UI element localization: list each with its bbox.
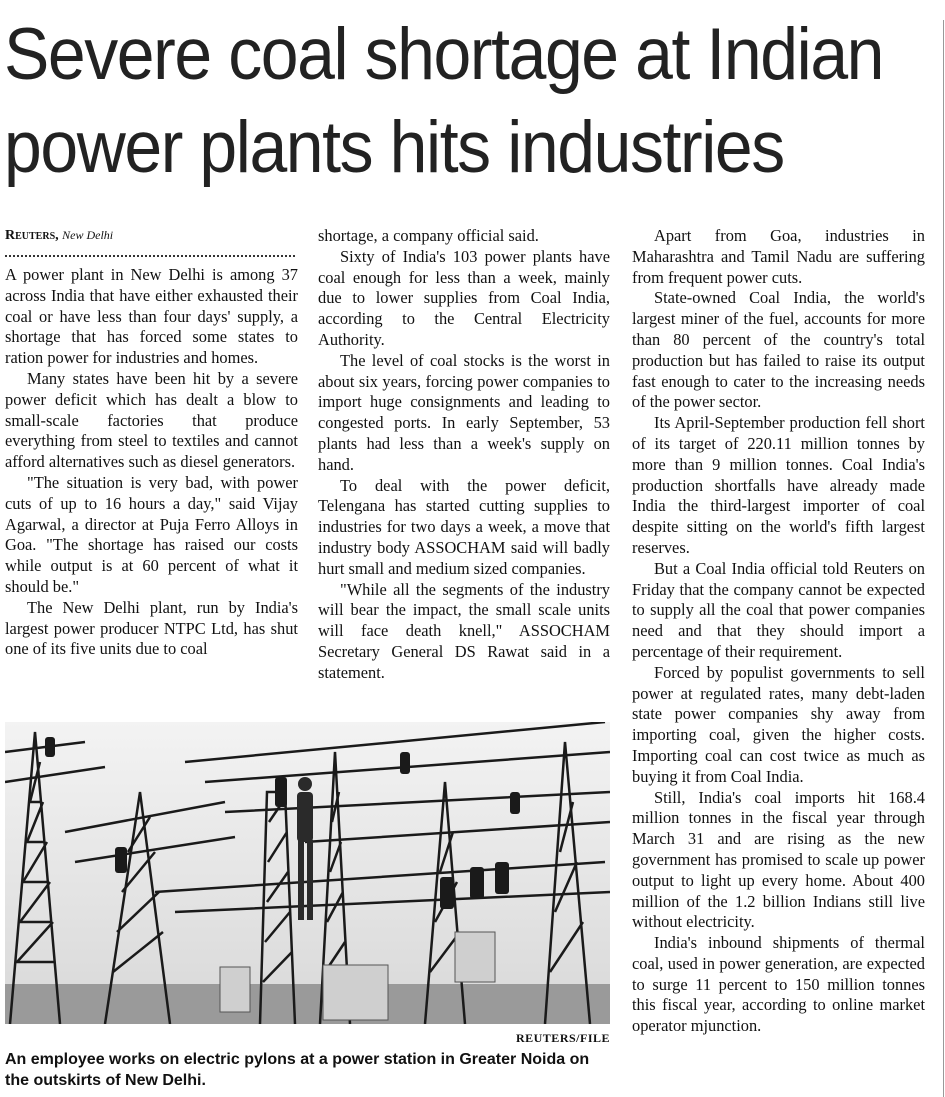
news-photo-power-station [5, 722, 610, 1024]
paragraph: To deal with the power deficit, Telengana has started cutting supplies to industries for two days a week, a move that industry body ASSOCHAM said will badly hurt small and medium sized companies. [318, 475, 610, 578]
paragraph: "While all the segments of the industry will bear the impact, the small scale units will face death knell," ASSOCHAM Secretary General DS Rawat said in a statement. [318, 579, 610, 682]
paragraph: Still, India's coal imports hit 168.4 million tonnes in the fiscal year through March 31 and are rising as the new government has promised to scale up power output to light up every home. About 400 million of the 1.2 billion Indians still live without electricity. [632, 787, 925, 932]
paragraph: But a Coal India official told Reuters on Friday that the company cannot be expected to supply all the coal that power companies need and that they should import a percentage of their requirement. [632, 558, 925, 661]
paragraph: A power plant in New Delhi is among 37 across India that have either exhausted their coal or have less than four days' supply, a shortage that has forced some states to ration power for industries and homes. [5, 265, 298, 368]
paragraph: "The situation is very bad, with power cuts of up to 16 hours a day," said Vijay Agarwal, a director at Puja Ferro Alloys in Goa. "The shortage has raised our costs while output is at 60 percent of what it should be." [5, 472, 298, 596]
paragraph: The level of coal stocks is the worst in about six years, forcing power companies to import huge consignments and leading to congested ports. In early September, 53 plants had less than a week's supply on hand. [318, 350, 610, 474]
page-edge-rule [943, 20, 944, 1097]
paragraph: The New Delhi plant, run by India's largest power producer NTPC Ltd, has shut one of its five units due to coal [5, 597, 298, 659]
paragraph: Many states have been hit by a severe power deficit which has dealt a blow to small-scale factories that produce everything from steel to textiles and cannot afford alternatives such as diesel generators. [5, 368, 298, 472]
photo-credit: REUTERS/FILE [515, 1031, 610, 1045]
byline [5, 226, 298, 245]
byline-agency: Reuters, [5, 228, 59, 243]
headline [4, 8, 884, 194]
byline-divider [5, 245, 295, 257]
byline-place: New Delhi [62, 228, 114, 242]
article-column-2 [318, 226, 610, 684]
paragraph: shortage, a company official said. [318, 226, 539, 245]
headline-line-1: Severe coal shortage at Indian [4, 14, 884, 95]
article-column-1 [5, 226, 298, 660]
paragraph: India's inbound shipments of thermal coal, used in power generation, are expected to surge 11 percent to 150 million tonnes this fiscal year, according to online market operator mjunction. [632, 933, 925, 1036]
paragraph: Apart from Goa, industries in Maharashtra and Tamil Nadu are suffering from frequent power cuts. [632, 226, 925, 287]
headline-line-2: power plants hits industries [4, 107, 784, 188]
paragraph: State-owned Coal India, the world's largest miner of the fuel, accounts for more than 80 percent of the country's total production but has failed to raise its output fast enough to cater to the increasing needs of the power sector. [632, 288, 925, 412]
paragraph: Forced by populist governments to sell power at regulated rates, many debt-laden state power companies shy away from importing coal, given the higher costs. Importing coal can cost twice as much as buying it from Coal India. [632, 662, 925, 786]
paragraph: Its April-September production fell short of its target of 220.11 million tonnes by more than 9 million tonnes. Coal India's production shortfalls have already made India the third-largest importer of coal despite sitting on the world's fifth largest reserves. [632, 413, 925, 557]
paragraph: Sixty of India's 103 power plants have coal enough for less than a week, mainly due to lower supplies from Coal India, according to the Central Electricity Authority. [318, 246, 610, 349]
article-column-3 [632, 226, 925, 1037]
photo-caption: An employee works on electric pylons at a power station in Greater Noida on the outskirts of New Delhi. [5, 1051, 590, 1089]
